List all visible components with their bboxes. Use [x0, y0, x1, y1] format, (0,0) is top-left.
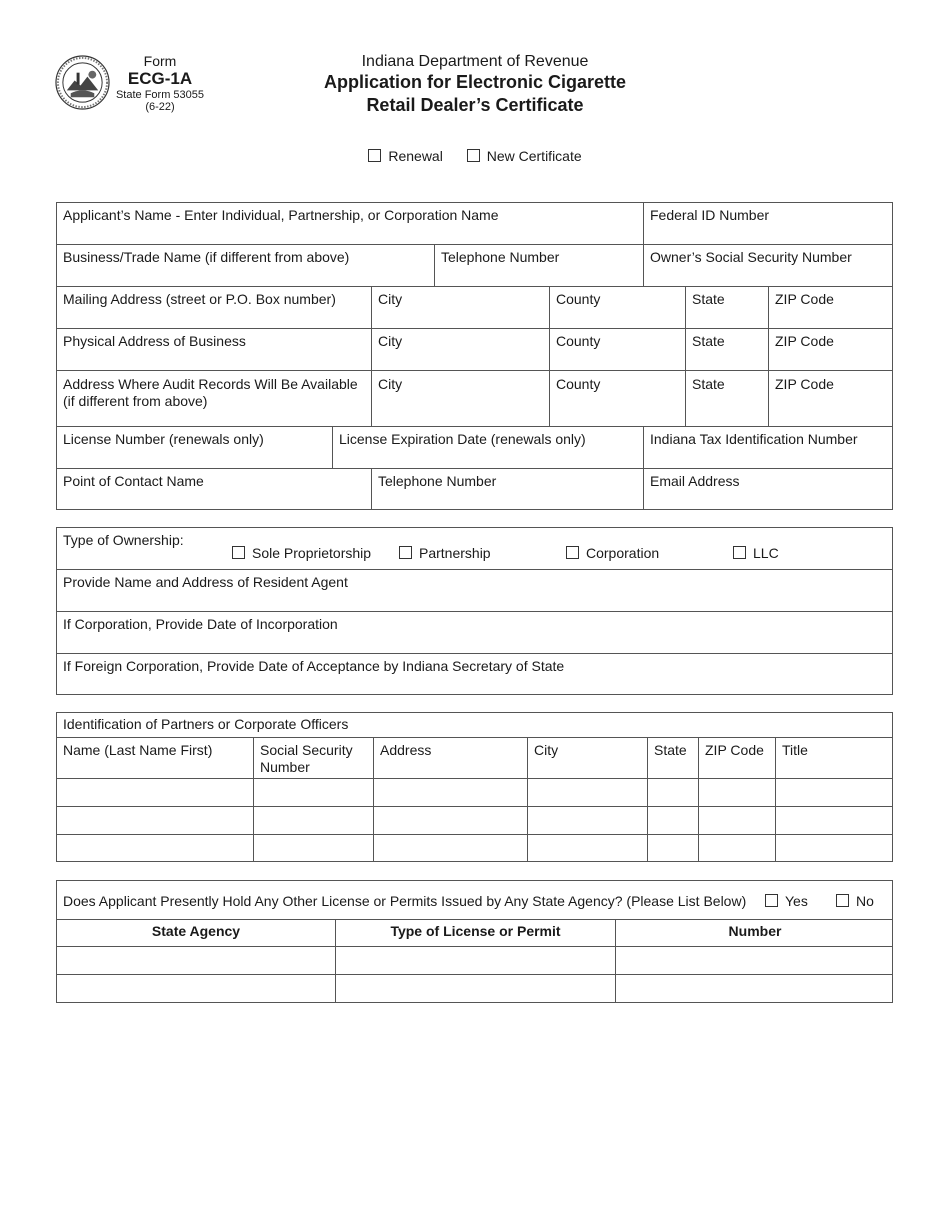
officer-address-input[interactable]: [373, 807, 527, 834]
audit-address-label-line2: (if different from above): [63, 393, 208, 409]
resident-agent-label: Provide Name and Address of Resident Agent: [63, 574, 348, 590]
corporation-checkbox[interactable]: [566, 546, 579, 559]
form-identifier: [110, 53, 210, 114]
col-state-agency-label: State Agency: [151, 923, 241, 939]
audit-address-label-line1: Address Where Audit Records Will Be Available: [63, 376, 358, 392]
officer-title-input[interactable]: [775, 835, 894, 861]
audit-zip-label: ZIP Code: [775, 376, 834, 392]
sole-proprietorship-label: Sole Proprietorship: [252, 545, 372, 561]
state-form-number: State Form 53055: [115, 88, 205, 101]
resident-agent-field[interactable]: [57, 570, 894, 611]
indiana-tax-id-field[interactable]: [643, 427, 894, 468]
federal-id-label: Federal ID Number: [650, 207, 770, 223]
col-title-label: Title: [782, 742, 808, 758]
mailing-county-field[interactable]: [549, 287, 685, 328]
incorporation-date-row: [57, 612, 892, 654]
license-expiration-field[interactable]: [332, 427, 643, 468]
form-title-line2: Retail Dealer’s Certificate: [366, 95, 584, 115]
mailing-state-label: State: [692, 291, 725, 307]
col-city-label: City: [534, 742, 559, 758]
other-licenses-section: [56, 880, 893, 1003]
new-certificate-checkbox[interactable]: [467, 149, 480, 162]
officer-ssn-input[interactable]: [253, 835, 373, 861]
form-revision: (6-22): [145, 101, 175, 114]
license-row: [57, 427, 892, 469]
partnership-option[interactable]: [399, 545, 491, 561]
contact-row: [57, 469, 892, 509]
yes-option[interactable]: [765, 893, 808, 909]
applicant-name-field[interactable]: [57, 203, 643, 244]
mailing-county-label: County: [556, 291, 601, 307]
no-checkbox[interactable]: [836, 894, 849, 907]
license-number-field[interactable]: [57, 427, 332, 468]
audit-address-field[interactable]: [57, 371, 371, 426]
renewal-option[interactable]: [368, 148, 442, 164]
physical-address-field[interactable]: [57, 329, 371, 370]
officer-city-input[interactable]: [527, 807, 647, 834]
audit-county-label: County: [556, 376, 601, 392]
certificate-type-options: [0, 148, 950, 164]
officer-state-input[interactable]: [647, 779, 698, 806]
state-agency-input[interactable]: [57, 975, 335, 1002]
col-license-type-header: [335, 920, 615, 946]
title-block: [250, 53, 700, 117]
col-name-label: Name (Last Name First): [63, 742, 213, 758]
audit-county-field[interactable]: [549, 371, 685, 426]
physical-city-label: City: [378, 333, 403, 349]
renewal-label: Renewal: [388, 148, 443, 164]
audit-address-row: [57, 371, 892, 427]
col-ssn-header: [253, 738, 373, 778]
foreign-acceptance-label: If Foreign Corporation, Provide Date of Acceptance by Indiana Secretary of State: [63, 658, 565, 674]
incorporation-date-label: If Corporation, Provide Date of Incorporation: [63, 616, 338, 632]
form-title-line1: Application for Electronic Cigarette: [323, 72, 627, 92]
officer-zip-input[interactable]: [698, 835, 775, 861]
llc-label: LLC: [753, 545, 779, 561]
officer-name-input[interactable]: [57, 835, 253, 861]
indiana-state-seal-icon: [55, 55, 110, 110]
physical-county-field[interactable]: [549, 329, 685, 370]
mailing-zip-field[interactable]: [768, 287, 894, 328]
physical-state-label: State: [692, 333, 725, 349]
officer-ssn-input[interactable]: [253, 807, 373, 834]
col-zip-header: [698, 738, 775, 778]
ownership-type-row: [57, 528, 892, 570]
col-title-header: [775, 738, 894, 778]
license-entry-row: [57, 947, 892, 975]
col-ssn-label-line2: Number: [260, 759, 310, 775]
officer-ssn-input[interactable]: [253, 779, 373, 806]
no-label: No: [856, 893, 874, 909]
col-name-header: [57, 738, 253, 778]
new-certificate-option[interactable]: [467, 148, 582, 164]
physical-zip-field[interactable]: [768, 329, 894, 370]
foreign-acceptance-row: [57, 654, 892, 694]
telephone-field[interactable]: [434, 245, 643, 286]
license-number-input[interactable]: [615, 975, 894, 1002]
col-state-header: [647, 738, 698, 778]
officer-zip-input[interactable]: [698, 779, 775, 806]
audit-city-field[interactable]: [371, 371, 549, 426]
contact-telephone-field[interactable]: [371, 469, 643, 509]
federal-id-field[interactable]: [643, 203, 894, 244]
license-expiration-label: License Expiration Date (renewals only): [339, 431, 586, 447]
officers-title: Identification of Partners or Corporate Officers: [63, 716, 349, 732]
officer-address-input[interactable]: [373, 779, 527, 806]
department-name: Indiana Department of Revenue: [361, 53, 589, 70]
ownership-type-label: Type of Ownership:: [63, 532, 184, 548]
email-field[interactable]: [643, 469, 894, 509]
license-number-input[interactable]: [615, 947, 894, 974]
col-number-header: [615, 920, 894, 946]
email-label: Email Address: [650, 473, 740, 489]
license-entry-row: [57, 975, 892, 1002]
point-of-contact-field[interactable]: [57, 469, 371, 509]
col-state-agency-header: [57, 920, 335, 946]
foreign-acceptance-field[interactable]: [57, 654, 894, 694]
license-number-label: License Number (renewals only): [63, 431, 264, 447]
indiana-tax-id-label: Indiana Tax Identification Number: [650, 431, 858, 447]
telephone-label: Telephone Number: [441, 249, 560, 265]
applicant-name-row: [57, 203, 892, 245]
officers-section: [56, 712, 893, 862]
officer-address-input[interactable]: [373, 835, 527, 861]
physical-state-field[interactable]: [685, 329, 768, 370]
applicant-name-label: Applicant’s Name - Enter Individual, Partnership, or Corporation Name: [63, 207, 499, 223]
mailing-address-field[interactable]: [57, 287, 371, 328]
col-license-type-label: Type of License or Permit: [390, 923, 561, 939]
audit-city-label: City: [378, 376, 403, 392]
officer-row: [57, 807, 892, 835]
physical-address-label: Physical Address of Business: [63, 333, 246, 349]
mailing-city-field[interactable]: [371, 287, 549, 328]
no-option[interactable]: [836, 893, 874, 909]
officer-zip-input[interactable]: [698, 807, 775, 834]
officer-state-input[interactable]: [647, 807, 698, 834]
business-name-label: Business/Trade Name (if different from above): [63, 249, 350, 265]
form-code: ECG-1A: [127, 69, 193, 89]
col-state-label: State: [654, 742, 687, 758]
sole-proprietorship-checkbox[interactable]: [232, 546, 245, 559]
licenses-question-row: [57, 881, 892, 920]
col-ssn-label-line1: Social Security: [260, 742, 353, 758]
physical-zip-label: ZIP Code: [775, 333, 834, 349]
officer-name-input[interactable]: [57, 779, 253, 806]
officers-title-row: [57, 713, 892, 738]
contact-telephone-label: Telephone Number: [378, 473, 497, 489]
licenses-question: Does Applicant Presently Hold Any Other License or Permits Issued by Any State Agency? (Please List Below): [63, 893, 747, 909]
partnership-label: Partnership: [419, 545, 491, 561]
officer-row: [57, 779, 892, 807]
mailing-state-field[interactable]: [685, 287, 768, 328]
col-number-label: Number: [728, 923, 782, 939]
officers-header-row: [57, 738, 892, 779]
business-name-row: [57, 245, 892, 287]
new-certificate-label: New Certificate: [486, 148, 582, 164]
business-name-field[interactable]: [57, 245, 434, 286]
corporation-option[interactable]: [566, 545, 659, 561]
mailing-city-label: City: [378, 291, 403, 307]
officer-city-input[interactable]: [527, 835, 647, 861]
physical-city-field[interactable]: [371, 329, 549, 370]
partnership-checkbox[interactable]: [399, 546, 412, 559]
officer-title-input[interactable]: [775, 779, 894, 806]
officer-title-input[interactable]: [775, 807, 894, 834]
llc-option[interactable]: [733, 545, 779, 561]
yes-checkbox[interactable]: [765, 894, 778, 907]
owner-ssn-field[interactable]: [643, 245, 894, 286]
officer-row: [57, 835, 892, 861]
sole-proprietorship-option[interactable]: [232, 545, 371, 561]
corporation-label: Corporation: [586, 545, 660, 561]
owner-ssn-label: Owner’s Social Security Number: [650, 249, 852, 265]
physical-address-row: [57, 329, 892, 371]
physical-county-label: County: [556, 333, 601, 349]
form-label: Form: [143, 53, 177, 69]
state-agency-input[interactable]: [57, 947, 335, 974]
col-city-header: [527, 738, 647, 778]
audit-state-label: State: [692, 376, 725, 392]
audit-state-field[interactable]: [685, 371, 768, 426]
yes-label: Yes: [785, 893, 808, 909]
license-type-input[interactable]: [335, 975, 615, 1002]
resident-agent-row: [57, 570, 892, 612]
officers-title-cell: [57, 713, 894, 737]
llc-checkbox[interactable]: [733, 546, 746, 559]
mailing-zip-label: ZIP Code: [775, 291, 834, 307]
officer-name-input[interactable]: [57, 807, 253, 834]
mailing-address-row: [57, 287, 892, 329]
col-address-label: Address: [380, 742, 432, 758]
officer-city-input[interactable]: [527, 779, 647, 806]
ownership-section: [56, 527, 893, 695]
audit-zip-field[interactable]: [768, 371, 894, 426]
applicant-section: [56, 202, 893, 510]
col-address-header: [373, 738, 527, 778]
license-type-input[interactable]: [335, 947, 615, 974]
officer-state-input[interactable]: [647, 835, 698, 861]
point-of-contact-label: Point of Contact Name: [63, 473, 204, 489]
renewal-checkbox[interactable]: [368, 149, 381, 162]
incorporation-date-field[interactable]: [57, 612, 894, 653]
licenses-header-row: [57, 920, 892, 947]
col-zip-label: ZIP Code: [705, 742, 764, 758]
mailing-address-label: Mailing Address (street or P.O. Box number): [63, 291, 336, 307]
